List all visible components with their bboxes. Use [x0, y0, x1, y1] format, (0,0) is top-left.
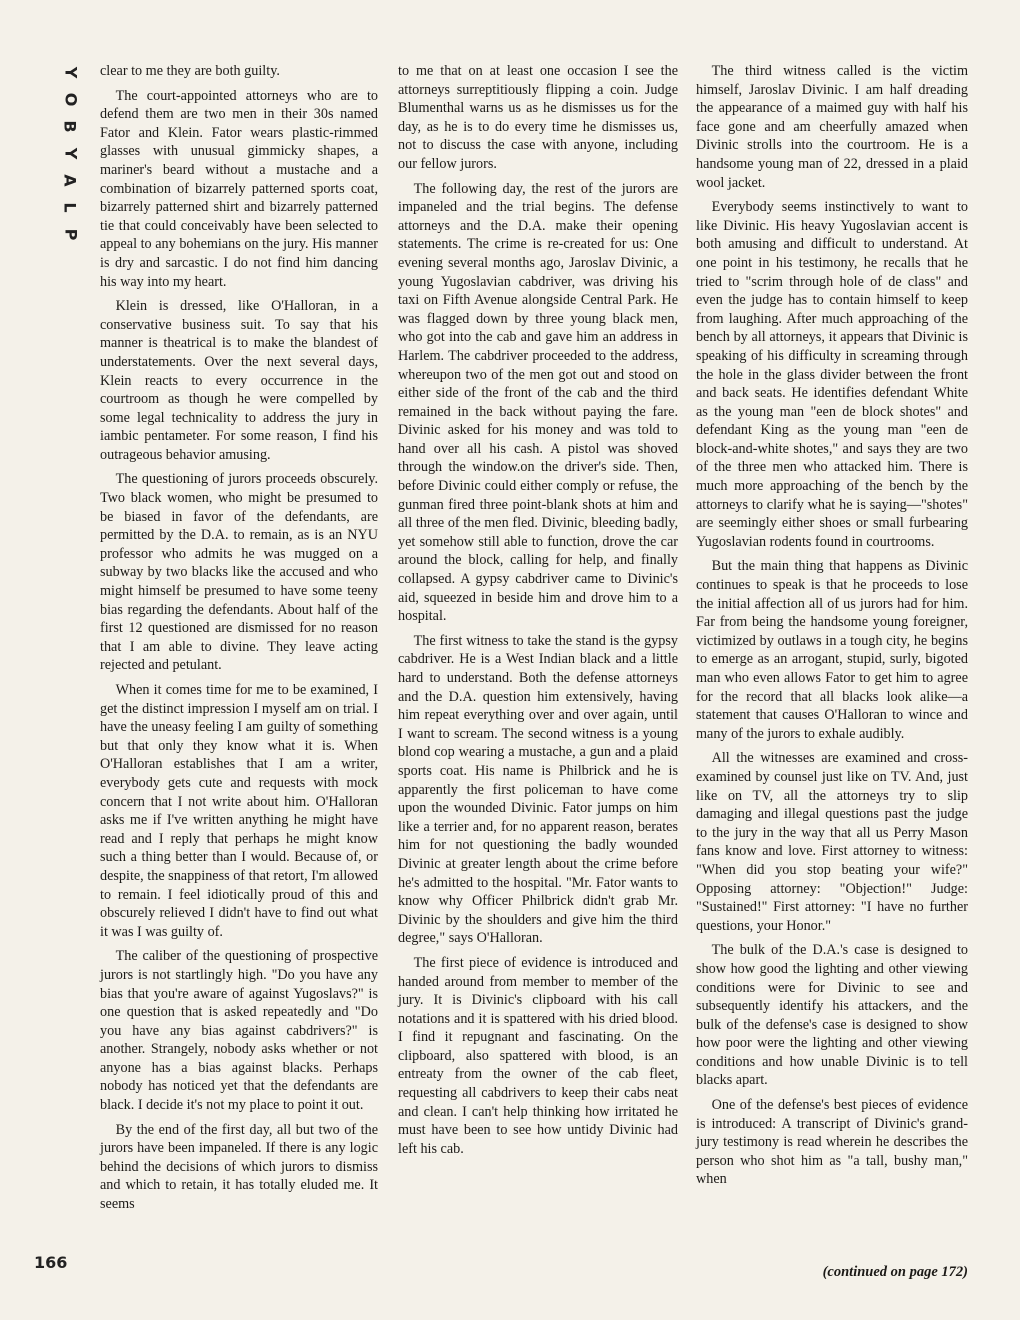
spine-letter: B	[60, 120, 80, 134]
paragraph: But the main thing that happens as Divinic continues to speak is that he proceeds to lose the initial affection all of us jurors had for him. Far from being the handsome young foreigner, victimized by outlaws in a tough city, he begins to emerge as an arrogant, stupid, surly, bigoted man who even allows Fator to get him to agree for the record that all blacks look alike—a statement that causes O'Halloran to wince and many of the jurors to exhale audibly.	[696, 558, 968, 742]
paragraph: The caliber of the questioning of prospective jurors is not startlingly high. "Do you have any bias that you're aware of against Yugoslavs?" is one question that is asked repeatedly and "Do you have any bias against cabdrivers?" is another. Strangely, nobody asks whether or not anyone has a bias against blacks. Perhaps nobody has noticed yet that the defendants are black. I decide it's not my place to point it out.	[100, 948, 378, 1114]
spine-letter: A	[60, 174, 80, 188]
article-column-1	[100, 62, 378, 1220]
article-column-2	[398, 62, 678, 1164]
spine-letter: L	[60, 202, 80, 214]
magazine-spine-logo	[62, 62, 78, 246]
spine-letter: O	[60, 92, 80, 108]
paragraph: One of the defense's best pieces of evidence is introduced: A transcript of Divinic's grand-jury testimony is read wherein he describes the person who shot him as "a tall, bushy man," when	[696, 1097, 968, 1188]
article-column-3	[696, 62, 968, 1195]
paragraph: The bulk of the D.A.'s case is designed to show how good the lighting and other viewing conditions were for Divinic to see and subsequently identify his attackers, and the bulk of the defense's case is designed to show how poor were the lighting and other viewing conditions and how unable Divinic is to tell blacks apart.	[696, 942, 968, 1089]
paragraph: By the end of the first day, all but two of the jurors have been impaneled. If there is any logic behind the decisions of which jurors to dismiss and which to retain, it has totally eluded me. It seems	[100, 1121, 378, 1213]
paragraph: The following day, the rest of the jurors are impaneled and the trial begins. The defense attorneys and the D.A. make their opening statements. The crime is re-created for us: One evening several months ago, Jaroslav Divinic, a young Yugoslavian cabdriver, was driving his taxi on Fifth Avenue alongside Central Park. He was flagged down by three young black men, who got into the cab and gave him an address in Harlem. The cabdriver proceeded to the address, whereupon two of the men got out and stood on either side of the front of the cab and the third remained in the back without paying the fare. Divinic asked for his money and was told to hand over all his cash. A pistol was shoved through the window.on the driver's side. Then, before Divinic could either comply or refuse, the gunman fired three point-blank shots at him and all three of the men fled. Divinic, bleeding badly, yet somehow still able to function, drove the car around the block, calling for help, and finally collapsed. A gypsy cabdriver came to Divinic's aid, squeezed in beside him and drove him to a hospital.	[398, 180, 678, 625]
page-number: 166	[34, 1253, 68, 1272]
spine-letter: Y	[61, 147, 80, 161]
paragraph: to me that on at least one occasion I see the attorneys surreptitiously flipping a coin. Judge Blumenthal warns us as he dismisses us for the day, as he is to do every time he dismisses us, not to discuss the case with anyone, including our fellow jurors.	[398, 63, 678, 172]
paragraph: When it comes time for me to be examined, I get the distinct impression I myself am on trial. I have the uneasy feeling I am guilty of something but that only they know what it is. When O'Halloran establishes that I am a writer, everybody gets cute and requests with mock concern that I not write about him. O'Halloran asks me if I've written anything he might have read and I reply that perhaps he might know such a thing better than I would. Because of, or despite, the snappiness of that retort, I'm allowed to remain. I feel idiotically proud of this and obscurely relieved I didn't have to find out what it was I was guilty of.	[100, 682, 378, 940]
paragraph: All the witnesses are examined and cross-examined by counsel just like on TV. And, just like on TV, all the attorneys try to slip damaging and illegal questions past the judge to the jury in the way that all us Perry Mason fans know and love. First attorney to witness: "When did you stop beating your wife?" Opposing attorney: "Objection!" Judge: "Sustained!" First attorney: "I have no further questions, your Honor."	[696, 750, 968, 934]
paragraph: The first witness to take the stand is the gypsy cabdriver. He is a West Indian black and a little hard to understand. Both the defense attorneys and the D.A. question him extensively, having him repeat everything over and over again, until I want to scream. The second witness is a young blond cop wearing a mustache, a gun and a plaid sports coat. His name is Philbrick and he is apparently the first policeman to have come upon the wounded Divinic. Fator jumps on him like a terrier and, for no apparent reason, berates him for not questioning the badly wounded Divinic at greater length about the crime before he's admitted to the hospital. "Mr. Fator wants to know why Officer Philbrick didn't grab Mr. Divinic by the shoulders and give him the third degree," says O'Halloran.	[398, 632, 678, 947]
paragraph: The questioning of jurors proceeds obscurely. Two black women, who might be presumed to be biased in favor of the defendants, are permitted by the D.A. to remain, as is an NYU professor who admits he was mugged on a subway by two blacks like the accused and who might himself be presumed to have some teeny bias regarding the defendants. About half of the first 12 questioned are dismissed for no reason that I am able to divine. They leave acting rejected and petulant.	[100, 471, 378, 674]
paragraph: The first piece of evidence is introduced and handed around from member to member of the jury. It is Divinic's clipboard with his call notations and it is spattered with his dried blood. I find it repugnant and fascinating. On the clipboard, also spattered with blood, is an entreaty from the owner of the cab fleet, requesting all cabdrivers to keep their cabs neat and clean. I can't help thinking how irritated he must have been to see how untidy Divinic had left his cab.	[398, 954, 678, 1157]
spine-letter: P	[60, 228, 80, 242]
paragraph: The third witness called is the victim himself, Jaroslav Divinic. I am half dreading the appearance of a maimed guy with half his face gone and am cheerfully amazed when Divinic strolls into the courtroom. He is a handsome young man of 22, dressed in a plaid wool jacket.	[696, 63, 968, 191]
paragraph: The court-appointed attorneys who are to defend them are two men in their 30s named Fator and Klein. Fator wears plastic-rimmed glasses with unusual gimmicky shapes, a mariner's beard without a mustache and a combination of bizarrely patterned sports coat, bizarrely patterned shirt and bizarrely patterned tie that could conceivably have been selected to appeal to any bohemians on the jury. His manner is dry and sarcastic. I do not find him dancing his way into my heart.	[100, 87, 378, 290]
paragraph: Everybody seems instinctively to want to like Divinic. His heavy Yugoslavian accent is both amusing and difficult to understand. At one point in his testimony, he recalls that he tried to "scrim through hole of de class" and even the judge has to contain himself to keep from laughing. After much approaching of the bench by all attorneys, it appears that Divinic is speaking of his difficulty in screaming through the hole in the glass divider between the front and back seats. He identifies defendant White as the young man "een de block shotes" and defendant King as the young man "een de block-and-white shotes," and says they are two of the three men who attacked him. There is much more approaching of the bench by the attorneys to clarify what he is saying—"shotes" are seemingly either shoes or small furbearing Yugoslavian rodents found in courtrooms.	[696, 199, 968, 550]
paragraph: clear to me they are both guilty.	[100, 63, 280, 79]
spine-letter: Y	[61, 66, 80, 80]
continuation-note: (continued on page 172)	[822, 1264, 968, 1280]
paragraph: Klein is dressed, like O'Halloran, in a conservative business suit. To say that his manner is theatrical is to make the blandest of understatements. Over the next several days, Klein reacts to every occurrence in the courtroom as though he were compelled by some legal technicality to address the jury in iambic pentameter. For some reason, I find his outrageous behavior amusing.	[100, 298, 378, 463]
